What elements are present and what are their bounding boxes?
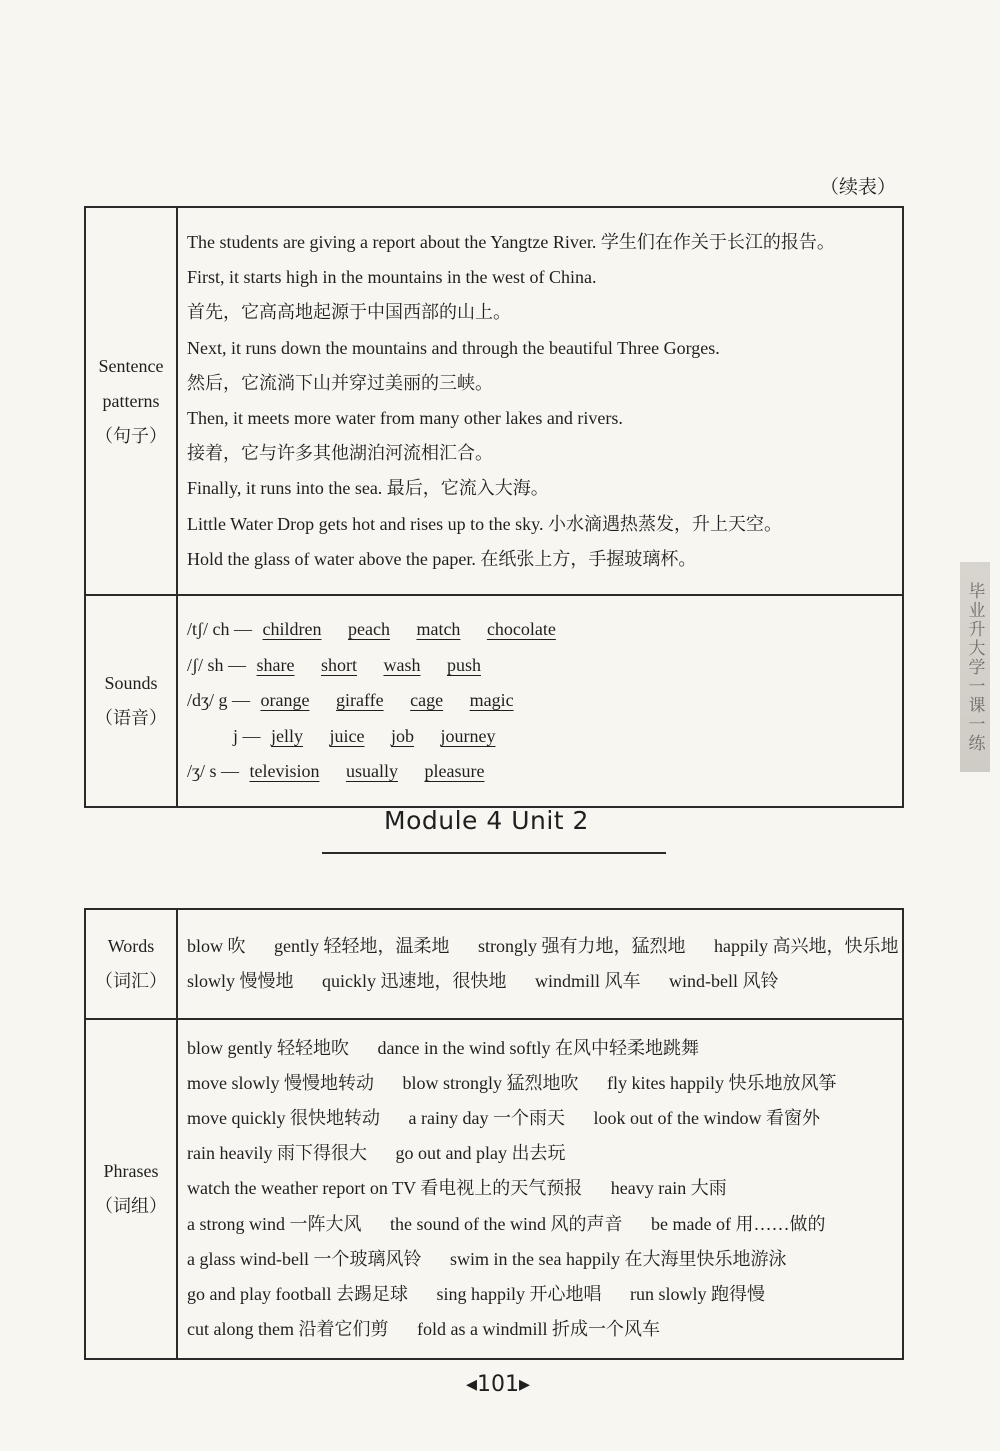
phrases-line (187, 1136, 902, 1171)
sound-line (187, 719, 902, 755)
side-tab (960, 562, 990, 772)
words-content (177, 909, 903, 1019)
sound-word: share (256, 654, 295, 675)
phrase-entry: a rainy day 一个雨天 (408, 1108, 565, 1129)
sentences-label-line: （句子） (95, 425, 167, 446)
sound-word: push (447, 654, 482, 675)
phrase-entry: sing happily 开心地唱 (436, 1283, 602, 1304)
phrase-entry: blow strongly 猛烈地吹 (402, 1072, 579, 1093)
phrase-entry: a strong wind 一阵大风 (187, 1213, 362, 1234)
phrase-entry: move slowly 慢慢地转动 (187, 1072, 374, 1093)
words-phrases-table (84, 908, 904, 1360)
sound-word: giraffe (335, 690, 384, 711)
sound-line (187, 612, 902, 648)
sound-word: match (416, 619, 461, 640)
sound-word: pleasure (424, 761, 485, 782)
sound-symbol: /ʒ/ s — (187, 761, 239, 782)
word-entry: strongly 强有力地，猛烈地 (478, 935, 686, 956)
phrase-entry: go and play football 去踢足球 (187, 1283, 408, 1304)
sound-word: children (262, 619, 322, 640)
sound-word: television (249, 761, 320, 782)
sound-word: short (321, 654, 357, 675)
sound-word: juice (329, 725, 365, 746)
word-entry: slowly 慢慢地 (187, 971, 294, 991)
phrase-entry: look out of the window 看窗外 (593, 1108, 820, 1129)
phrases-line (187, 1207, 902, 1242)
sentences-label-line: Sentence (98, 355, 164, 376)
sound-line (187, 754, 902, 790)
sentences-sounds-table (84, 206, 904, 808)
phrase-entry: swim in the sea happily 在大海里快乐地游泳 (449, 1248, 787, 1269)
words-row (85, 909, 903, 1019)
phrases-row (85, 1019, 903, 1359)
sound-word: journey (440, 725, 496, 746)
phrases-line (187, 1101, 902, 1136)
phrases-line (187, 1031, 902, 1066)
sentence-line: The students are giving a report about the Yangtze River. 学生们在作关于长江的报告。 (187, 232, 835, 253)
phrases-line (187, 1171, 902, 1206)
sound-line (187, 648, 902, 684)
sound-symbol: j — (233, 725, 261, 746)
phrases-content (177, 1019, 903, 1359)
sentences-row (85, 207, 903, 595)
sound-word: job (391, 725, 415, 746)
phrase-entry: a glass wind-bell 一个玻璃风铃 (187, 1248, 422, 1269)
phrase-entry: dance in the wind softly 在风中轻柔地跳舞 (377, 1037, 699, 1058)
sound-symbol: /ʃ/ sh — (187, 654, 247, 675)
sound-line (187, 683, 902, 719)
sound-word: peach (347, 619, 390, 640)
phrases-line (187, 1066, 902, 1101)
module-heading: Module 4 Unit 2 (384, 806, 589, 835)
sounds-row (85, 595, 903, 807)
words-label-line: （词汇） (95, 971, 167, 991)
word-entry: happily 高兴地，快乐地 (714, 935, 899, 956)
sentence-line: Then, it meets more water from many other lakes and rivers. (187, 408, 623, 428)
sounds-label-line: Sounds (104, 673, 158, 693)
module-heading-block (322, 806, 666, 854)
word-entry: wind-bell 风铃 (669, 971, 779, 991)
phrase-entry: watch the weather report on TV 看电视上的天气预报 (187, 1178, 583, 1199)
sound-word: magic (469, 690, 514, 711)
word-entry: blow 吹 (187, 935, 246, 956)
sound-word: wash (383, 654, 421, 675)
sentence-line: 接着，它与许多其他湖泊河流相汇合。 (187, 443, 493, 464)
phrase-entry: fold as a windmill 折成一个风车 (416, 1319, 660, 1340)
sentence-line: Next, it runs down the mountains and through the beautiful Three Gorges. (187, 337, 720, 358)
word-entry: gently 轻轻地，温柔地 (274, 935, 450, 956)
page-number: ◂101▸ (466, 1372, 531, 1397)
phrases-line (187, 1242, 902, 1277)
sound-word: jelly (271, 725, 304, 746)
continued-label: （续表） (820, 176, 897, 198)
phrase-entry: rain heavily 雨下得很大 (187, 1143, 367, 1164)
phrase-entry: the sound of the wind 风的声音 (390, 1213, 623, 1234)
heading-underline (322, 852, 666, 854)
sentence-line: 然后，它流淌下山并穿过美丽的三峡。 (187, 372, 493, 393)
phrase-entry: fly kites happily 快乐地放风筝 (607, 1072, 837, 1093)
sound-word: chocolate (486, 619, 556, 640)
sound-word: cage (410, 690, 444, 711)
sound-symbol: /dʒ/ g — (187, 690, 250, 711)
sentence-line: Little Water Drop gets hot and rises up to the sky. 小水滴遇热蒸发，升上天空。 (187, 513, 782, 534)
sentence-line: 首先，它高高地起源于中国西部的山上。 (187, 302, 511, 323)
words-line (187, 929, 902, 964)
phrases-label-line: Phrases (103, 1161, 159, 1181)
sounds-label-line: （语音） (95, 708, 167, 728)
sounds-label (85, 595, 177, 807)
phrase-entry: move quickly 很快地转动 (187, 1108, 380, 1129)
word-entry: windmill 风车 (535, 971, 641, 991)
sentence-line: Finally, it runs into the sea. 最后，它流入大海。 (187, 478, 549, 499)
phrases-label-line: （词组） (95, 1196, 167, 1216)
words-label (85, 909, 177, 1019)
sentence-line: Hold the glass of water above the paper. 在纸张上方，手握玻璃杯。 (187, 548, 697, 569)
sentences-content (177, 207, 903, 595)
phrase-entry: be made of 用……做的 (650, 1213, 826, 1234)
phrases-line (187, 1277, 902, 1312)
phrase-entry: go out and play 出去玩 (395, 1143, 566, 1164)
phrases-label (85, 1019, 177, 1359)
phrase-entry: blow gently 轻轻地吹 (187, 1037, 349, 1058)
word-entry: quickly 迅速地，很快地 (322, 971, 507, 991)
sentences-label-line: patterns (102, 390, 160, 411)
words-label-line: Words (107, 936, 155, 956)
sentence-line: First, it starts high in the mountains in the west of China. (187, 267, 597, 288)
sounds-content (177, 595, 903, 807)
words-line (187, 964, 902, 999)
phrase-entry: heavy rain 大雨 (610, 1178, 727, 1199)
phrase-entry: cut along them 沿着它们剪 (187, 1319, 389, 1340)
sentences-label (85, 207, 177, 595)
sound-word: orange (260, 690, 310, 711)
phrases-line (187, 1312, 902, 1347)
sound-symbol: /tʃ/ ch — (187, 619, 252, 640)
side-tab-text: 毕业升大学一课一练 (964, 581, 985, 753)
sound-word: usually (346, 761, 398, 782)
phrase-entry: run slowly 跑得慢 (629, 1283, 765, 1304)
